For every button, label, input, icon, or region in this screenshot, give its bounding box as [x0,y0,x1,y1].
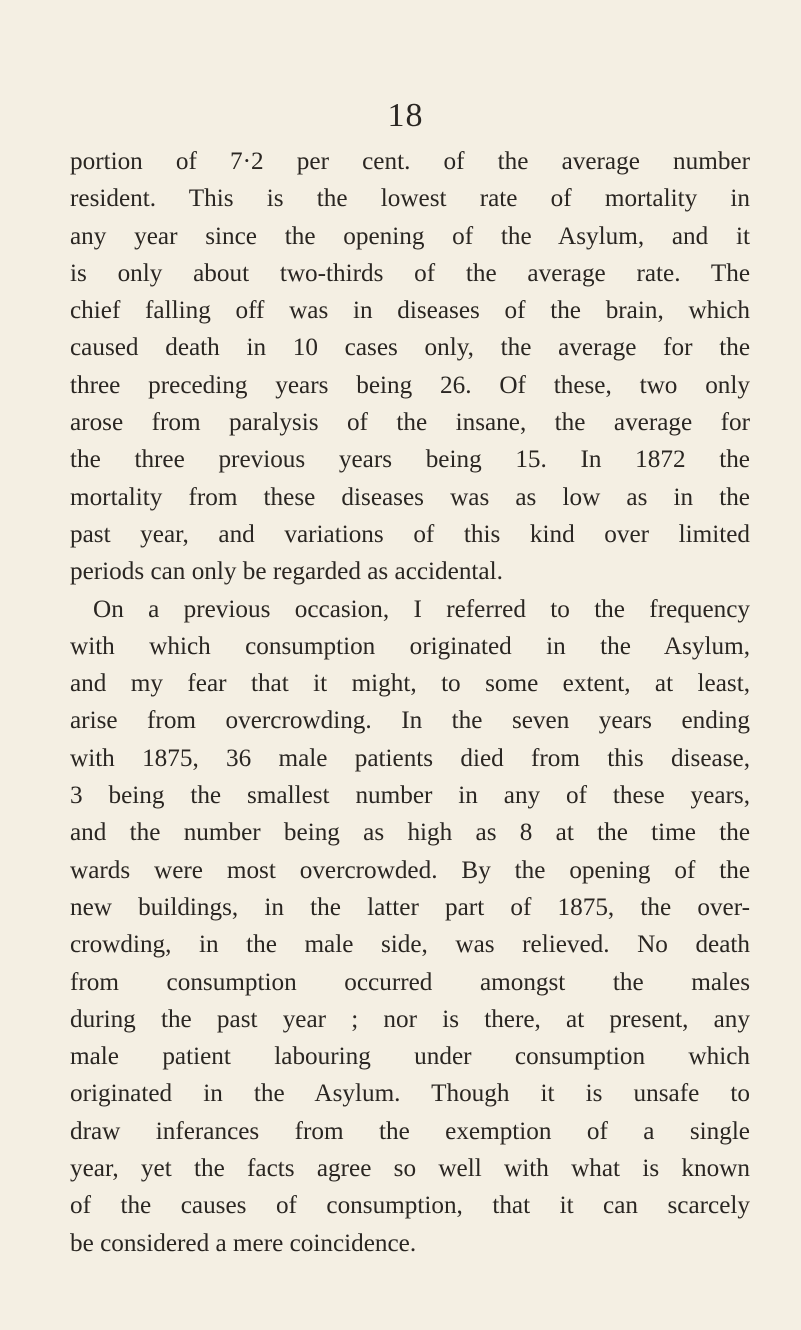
text-line: year, yet the facts agree so well with what is known [70,1155,750,1183]
text-line: originated in the Asylum. Though it is unsafe to [70,1080,750,1108]
text-line: male patient labouring under consumption which [70,1043,750,1071]
text-line: during the past year ; nor is there, at present, any [70,1005,750,1033]
text-line: and my fear that it might, to some extent, at least, [70,670,750,698]
text-line: three preceding years being 26. Of these, two only [70,371,750,399]
text-line: arose from paralysis of the insane, the average for [70,409,750,437]
text-line: from consumption occurred amongst the males [70,968,750,996]
text-line: the three previous years being 15. In 1872 the [70,446,750,474]
text-line: of the causes of consumption, that it can scarcely [70,1192,750,1220]
text-line: any year since the opening of the Asylum, and it [70,222,750,250]
text-line: past year, and variations of this kind over limited [70,520,750,548]
text-line: portion of 7·2 per cent. of the average number [70,148,750,175]
page-number: 18 [387,97,424,134]
text-line: wards were most overcrowded. By the opening of the [70,856,750,884]
text-line: is only about two-thirds of the average rate. The [70,259,750,287]
text-line: draw inferances from the exemption of a single [70,1117,750,1145]
text-line: 3 being the smallest number in any of these years, [70,782,750,810]
text-line: new buildings, in the latter part of 1875, the over- [70,893,750,921]
body-text [70,143,750,1262]
text-line: chief falling off was in diseases of the brain, which [70,297,750,325]
paragraph-start-line: On a previous occasion, I referred to the frequency [93,595,750,623]
paragraph-end-line: be considered a mere coincidence. [70,1229,417,1257]
text-line: caused death in 10 cases only, the average for the [70,334,750,362]
paragraph-end-line: periods can only be regarded as accidental. [70,558,503,586]
text-line: mortality from these diseases was as low as in the [70,483,750,511]
text-line: resident. This is the lowest rate of mortality in [70,185,750,213]
text-line: with which consumption originated in the Asylum, [70,632,750,660]
text-line: arise from overcrowding. In the seven years ending [70,707,750,735]
text-line: and the number being as high as 8 at the time the [70,819,750,847]
text-line: with 1875, 36 male patients died from this disease, [70,744,750,772]
text-line: crowding, in the male side, was relieved. No death [70,931,750,959]
